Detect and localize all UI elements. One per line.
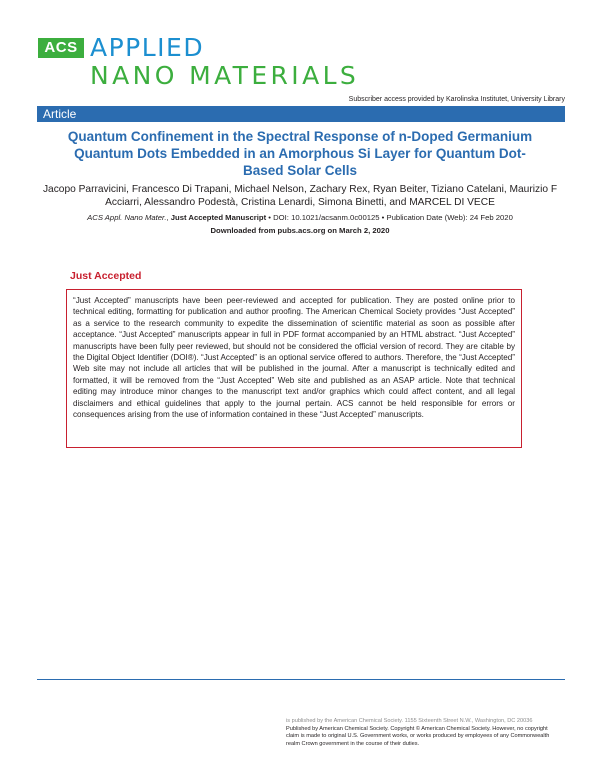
just-accepted-heading: Just Accepted bbox=[70, 270, 142, 282]
footer-divider bbox=[37, 679, 565, 680]
acs-badge: ACS bbox=[38, 38, 84, 58]
publisher-address: is published by the American Chemical Society. 1155 Sixteenth Street N.W., Washington, DC 20036 bbox=[286, 718, 533, 724]
article-type-label: Article bbox=[43, 107, 77, 121]
author-list: Jacopo Parravicini, Francesco Di Trapani, Michael Nelson, Zachary Rex, Ryan Beiter, Tiziano Catelani, Maurizio F Acciarri, Alessandro Podestà, Cristina Lenardi, Simona Binetti, and MARCEL DI VECE bbox=[42, 184, 558, 208]
citation-separator: , bbox=[166, 213, 171, 222]
article-title[interactable]: Quantum Confinement in the Spectral Response of n-Doped Germanium Quantum Dots Embedded in an Amorphous Si Layer for Quantum Dot-Based Solar Cells bbox=[67, 129, 533, 178]
just-accepted-box bbox=[66, 289, 522, 448]
just-accepted-body: “Just Accepted” manuscripts have been peer-reviewed and accepted for publication. They are posted online prior to technical editing, formatting for publication and author proofing. The American Chemical Society provides “Just Accepted” as a service to the research community to expedite the dissemination of scientific material as soon as possible after acceptance. “Just Accepted” manuscripts appear in full in PDF format accompanied by an HTML abstract. “Just Accepted” manuscripts have been fully peer reviewed, but should not be considered the official version of record. They are citable by the Digital Object Identifier (DOI®). “Just Accepted” is an optional service offered to authors. Therefore, the “Just Accepted” Web site may not include all articles that will be published in the journal. After a manuscript is technically edited and formatted, it will be removed from the “Just Accepted” Web site and published as an ASAP article. Note that technical editing may introduce minor changes to the manuscript text and/or graphics which could affect content, and all legal disclaimers and ethical guidelines that apply to the journal pertain. ACS cannot be held responsible for errors or consequences arising from the use of information contained in these “Just Accepted” manuscripts. bbox=[73, 296, 515, 420]
download-notice: Downloaded from pubs.acs.org on March 2, 2020 bbox=[210, 226, 390, 235]
article-type-bar bbox=[37, 106, 565, 122]
journal-abbrev: ACS Appl. Nano Mater. bbox=[87, 213, 167, 222]
citation-details[interactable]: • DOI: 10.1021/acsanm.0c00125 • Publication Date (Web): 24 Feb 2020 bbox=[266, 213, 513, 222]
logo-nano-materials-text: NANO MATERIALS bbox=[90, 61, 360, 90]
copyright-notice: Published by American Chemical Society. Copyright © American Chemical Society. However, no copyright claim is made to original U.S. Government works, or works produced by employees of any Commonwealth realm Crown government in the course of their duties. bbox=[286, 725, 550, 748]
logo-applied-text: APPLIED bbox=[90, 33, 205, 62]
journal-logo bbox=[38, 34, 368, 90]
manuscript-status: Just Accepted Manuscript bbox=[170, 213, 267, 222]
publisher-footer bbox=[286, 718, 562, 749]
subscriber-access-notice: Subscriber access provided by Karolinska Institutet, University Library bbox=[348, 96, 565, 103]
citation-line bbox=[20, 212, 580, 223]
